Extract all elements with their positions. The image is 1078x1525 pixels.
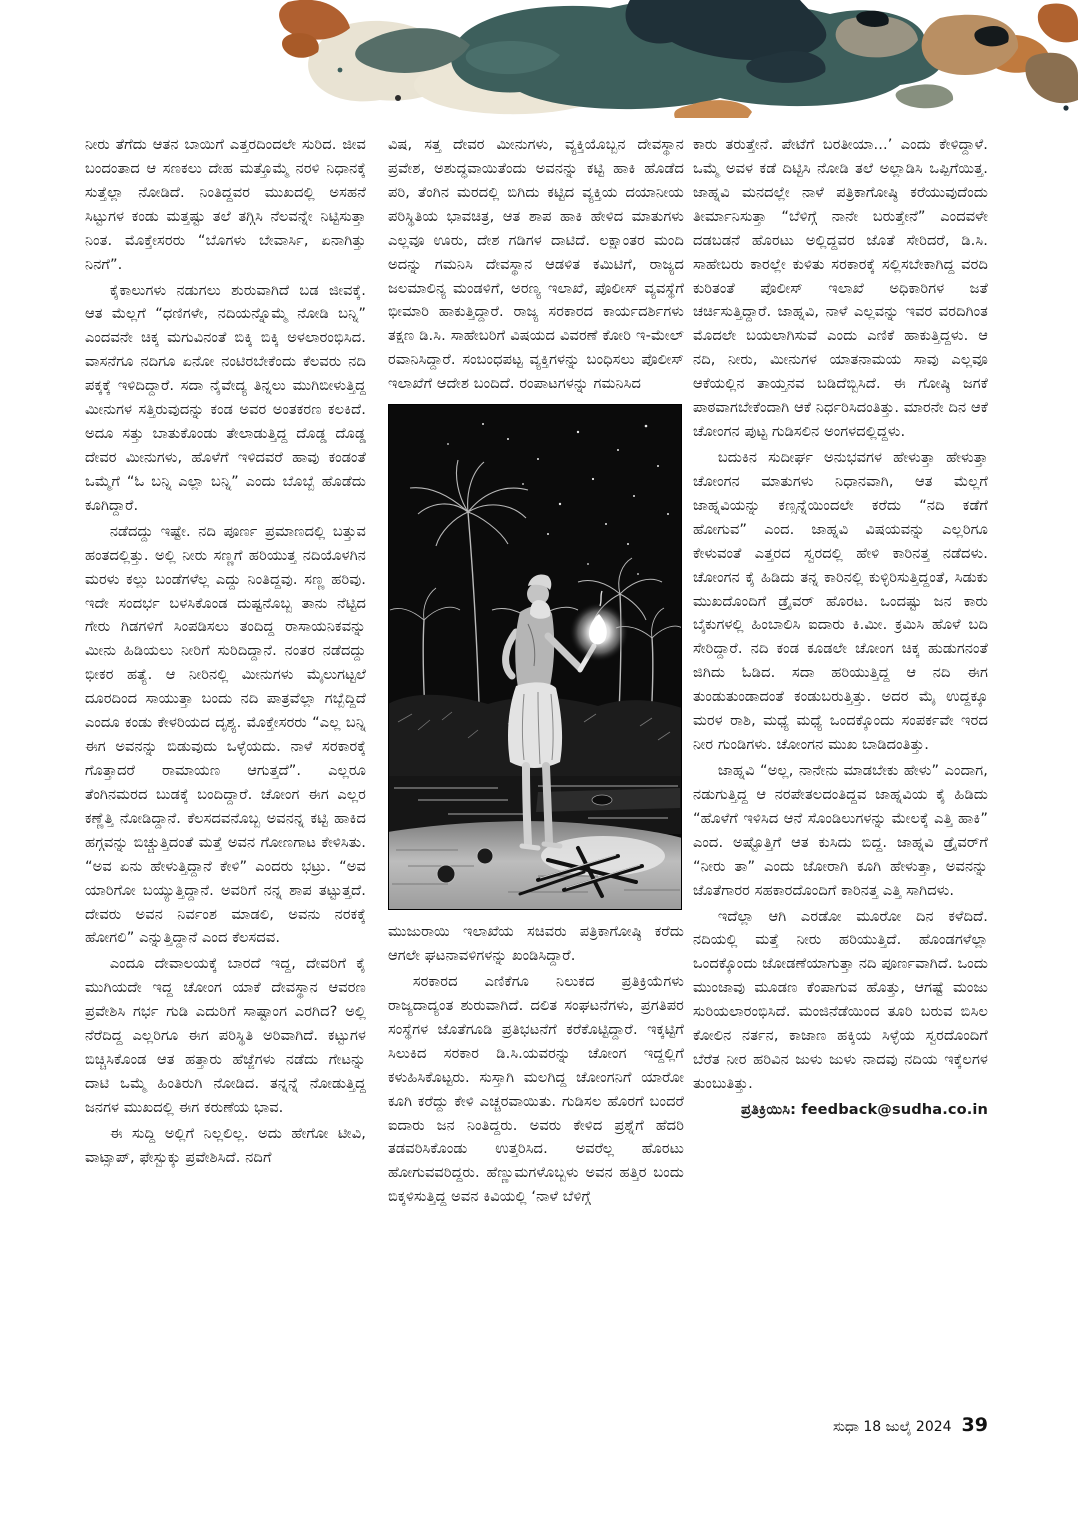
- river-night-illustration: [388, 404, 682, 910]
- paragraph: ನೀರು ತೆಗೆದು ಆತನ ಬಾಯಿಗೆ ಎತ್ತರದಿಂದಲೇ ಸುರಿದ. ಜೀವ ಬಂದಂತಾದ ಆ ಸಣಕಲು ದೇಹ ಮತ್ತೊಮ್ಮೆ ನರಳಿ ನಿಧಾನಕ್ಕೆ ಸುತ್ತೆಲ್ಲಾ ನೋಡಿದೆ. ನಿಂತಿದ್ದವರ ಮುಖದಲ್ಲಿ ಅಸಹನೆ ಸಿಟ್ಟುಗಳ ಕಂಡು ಮತ್ತಷ್ಟು ತಲೆ ತಗ್ಗಿಸಿ ನೆಲವನ್ನೇ ನಿಟ್ಟಿಸುತ್ತಾ ನಿಂತ. ಮೊಕ್ತೇಸರರು “ಬೊಗಳು ಬೇವಾರ್ಸಿ, ಏನಾಗಿತ್ತು ನಿನಗೆ”.: [85, 136, 366, 273]
- text-column-3: [693, 133, 988, 1403]
- page-footer: [833, 1414, 988, 1436]
- paragraph: ಜಾಹ್ನವಿ “ಅಲ್ಲ, ನಾನೇನು ಮಾಡಬೇಕು ಹೇಳು” ಎಂದಾಗ, ನಡುಗುತ್ತಿದ್ದ ಆ ನರಪೇತಲದಂತಿದ್ದವ ಜಾಹ್ನವಿಯ ಕೈ ಹಿಡಿದು “ಹೊಳೆಗೆ ಇಳಿಸಿದ ಆನೆ ಸೊಂಡಿಲುಗಳನ್ನು ಮೇಲಕ್ಕೆ ಎತ್ತಿ ಹಾಕಿ” ಎಂದ. ಅಷ್ಟೊತ್ತಿಗೆ ಆತ ಕುಸಿದು ಬಿದ್ದ. ಜಾಹ್ನವಿ ಡ್ರೈವರ್‌ಗೆ “ನೀರು ತಾ” ಎಂದು ಜೋರಾಗಿ ಕೂಗಿ ಹೇಳುತ್ತಾ, ಅವನನ್ನು ಜೊತೆಗಾರರ ಸಹಕಾರದೊಂದಿಗೆ ಕಾರಿನತ್ತ ಎತ್ತಿ ಸಾಗಿದಳು.: [693, 761, 988, 899]
- paragraph: ವಿಷ, ಸತ್ತ ದೇವರ ಮೀನುಗಳು, ವ್ಯಕ್ತಿಯೊಬ್ಬನ ದೇವಸ್ಥಾನ ಪ್ರವೇಶ, ಅಶುದ್ಧವಾಯಿತೆಂದು ಅವನನ್ನು ಕಟ್ಟಿ ಹಾಕಿ ಹೊಡೆದ ಪರಿ, ತೆಂಗಿನ ಮರದಲ್ಲಿ ಬಿಗಿದು ಕಟ್ಟಿದ ವ್ಯಕ್ತಿಯ ದಯಾನೀಯ ಪರಿಸ್ಥಿತಿಯ ಭಾವಚಿತ್ರ, ಆತ ಶಾಪ ಹಾಕಿ ಹೇಳಿದ ಮಾತುಗಳು ಎಲ್ಲವೂ ಊರು, ದೇಶ ಗಡಿಗಳ ದಾಟಿದೆ. ಲಕ್ಷಾಂತರ ಮಂದಿ ಅದನ್ನು ಗಮನಿಸಿ ದೇವಸ್ಥಾನ ಆಡಳಿತ ಕಮಿಟಿಗೆ, ರಾಜ್ಯದ ಜಲಮಾಲಿನ್ಯ ಮಂಡಳಿಗೆ, ಅರಣ್ಯ ಇಲಾಖೆ, ಪೊಲೀಸ್ ವ್ಯವಸ್ಥೆಗೆ ಭೀಮಾರಿ ಹಾಕುತ್ತಿದ್ದಾರೆ. ರಾಜ್ಯ ಸರಕಾರದ ಕಾರ್ಯದರ್ಶಿಗಳು ತಕ್ಷಣ ಡಿ.ಸಿ. ಸಾಹೇಬರಿಗೆ ವಿಷಯದ ವಿವರಣೆ ಕೋರಿ ಇ-ಮೇಲ್ ರವಾನಿಸಿದ್ದಾರೆ. ಸಂಬಂಧಪಟ್ಟ ವ್ಯಕ್ತಿಗಳನ್ನು ಬಂಧಿಸಲು ಪೊಲೀಸ್ ಇಲಾಖೆಗೆ ಆದೇಶ ಬಂದಿದೆ. ರಂಪಾಟಗಳನ್ನು ಗಮನಿಸಿದ: [388, 136, 684, 393]
- feedback-label: ಪ್ರತಿಕ್ರಿಯಿಸಿ:: [741, 1100, 797, 1118]
- paragraph: ಸರಕಾರದ ಎಣಿಕೆಗೂ ನಿಲುಕದ ಪ್ರತಿಕ್ರಿಯೆಗಳು ರಾಜ್ಯದಾದ್ಯಂತ ಶುರುವಾಗಿದೆ. ದಲಿತ ಸಂಘಟನೆಗಳು, ಪ್ರಗತಿಪರ ಸಂಸ್ಥೆಗಳ ಜೊತೆಗೂಡಿ ಪ್ರತಿಭಟನೆಗೆ ಕರೆಕೊಟ್ಟಿದ್ದಾರೆ. ಇಕ್ಕಟ್ಟಿಗೆ ಸಿಲುಕಿದ ಸರಕಾರ ಡಿ.ಸಿ.ಯವರನ್ನು ಚೋಂಗ ಇದ್ದಲ್ಲಿಗೆ ಕಳುಹಿಸಿಕೊಟ್ಟರು. ಸುಸ್ತಾಗಿ ಮಲಗಿದ್ದ ಚೋಂಗನಿಗೆ ಯಾರೋ ಕೂಗಿ ಕರೆದ್ದು ಕೇಳಿ ಎಚ್ಚರವಾಯಿತು. ಗುಡಿಸಲ ಹೊರಗೆ ಬಂದರೆ ಐದಾರು ಜನ ನಿಂತಿದ್ದರು. ಅವರು ಕೇಳಿದ ಪ್ರಶ್ನೆಗೆ ಹೆದರಿ ತಡವರಿಸಿಕೊಂಡು ಉತ್ತರಿಸಿದ. ಅವರೆಲ್ಲ ಹೊರಟು ಹೋಗುವವರಿದ್ದರು. ಹೆಣ್ಣುಮಗಳೊಬ್ಬಳು ಅವನ ಹತ್ತಿರ ಬಂದು ಬಿಕ್ಕಳಿಸುತ್ತಿದ್ದ ಅವನ ಕಿವಿಯಲ್ಲಿ ‘ನಾಳೆ ಬೆಳಿಗ್ಗೆ: [388, 972, 684, 1206]
- paragraph: ಕಾರು ತರುತ್ತೇನೆ. ಪೇಟೆಗೆ ಬರತೀಯಾ...’ ಎಂದು ಕೇಳಿದ್ದಾಳೆ. ಒಮ್ಮೆ ಅವಳ ಕಡೆ ದಿಟ್ಟಿಸಿ ನೋಡಿ ತಲೆ ಅಲ್ಲಾಡಿಸಿ ಒಪ್ಪಿಗೆಯಿತ್ತ. ಜಾಹ್ನವಿ ಮನದಲ್ಲೇ ನಾಳೆ ಪತ್ರಿಕಾಗೋಷ್ಠಿ ಕರೆಯುವುದೆಂದು ತೀರ್ಮಾನಿಸುತ್ತಾ “ಬೆಳಿಗ್ಗೆ ನಾನೇ ಬರುತ್ತೇನೆ” ಎಂದವಳೇ ದಡಬಡನೆ ಹೊರಟು ಅಲ್ಲಿದ್ದವರ ಜೊತೆ ಸೇರಿದರೆ, ಡಿ.ಸಿ. ಸಾಹೇಬರು ಕಾರಲ್ಲೇ ಕುಳಿತು ಸರಕಾರಕ್ಕೆ ಸಲ್ಲಿಸಬೇಕಾಗಿದ್ದ ವರದಿ ಕುರಿತಂತೆ ಪೊಲೀಸ್ ಇಲಾಖೆ ಅಧಿಕಾರಿಗಳ ಜತೆ ಚರ್ಚಿಸುತ್ತಿದ್ದಾರೆ. ಜಾಹ್ನವಿ, ನಾಳೆ ಎಲ್ಲವನ್ನು ಇವರ ವರದಿಗಿಂತ ಮೊದಲೇ ಬಯಲಾಗಿಸುವೆ ಎಂದು ಎಣಿಕೆ ಹಾಕುತ್ತಿದ್ದಳು. ಆ ನದಿ, ನೀರು, ಮೀನುಗಳ ಯಾತನಾಮಯ ಸಾವು ಎಲ್ಲವೂ ಆಕೆಯಲ್ಲಿನ ತಾಯ್ತನವ ಬಡಿದೆಬ್ಬಿಸಿದೆ. ಈ ಗೋಷ್ಠಿ ಜಗಕೆ ಪಾಠವಾಗಬೇಕೆಂದಾಗಿ ಆಕೆ ನಿರ್ಧರಿಸಿದಂತಿತ್ತು. ಮಾರನೇ ದಿನ ಆಕೆ ಚೋಂಗನ ಪುಟ್ಟ ಗುಡಿಸಲಿನ ಅಂಗಳದಲ್ಲಿದ್ದಳು.: [693, 136, 988, 441]
- text-column-2: [388, 133, 684, 1403]
- paragraph: ಕೈಕಾಲುಗಳು ನಡುಗಲು ಶುರುವಾಗಿದೆ ಬಡ ಜೀವಕ್ಕೆ. ಆತ ಮೆಲ್ಲಗೆ “ಧಣಿಗಳೇ, ನದಿಯನ್ನೊಮ್ಮೆ ನೋಡಿ ಬನ್ನಿ” ಎಂದವನೇ ಚಿಕ್ಕ ಮಗುವಿನಂತೆ ಬಿಕ್ಕಿ ಬಿಕ್ಕಿ ಅಳಲಾರಂಭಿಸಿದ. ವಾಸನೆಗೂ ನದಿಗೂ ಏನೋ ನಂಟಿರಬೇಕೆಂದು ಕೆಲವರು ನದಿ ಪಕ್ಕಕ್ಕೆ ಇಳಿದಿದ್ದಾರೆ. ಸದಾ ನೈವೇದ್ಯ ತಿನ್ನಲು ಮುಗಿಬೀಳುತ್ತಿದ್ದ ಮೀನುಗಳ ಸತ್ತಿರುವುದನ್ನು ಕಂಡ ಅವರ ಅಂತಕರಣ ಕಲಕಿದೆ. ಅದೂ ಸತ್ತು ಬಾತುಕೊಂಡು ತೇಲಾಡುತ್ತಿದ್ದ ದೊಡ್ಡ ದೊಡ್ಡ ದೇವರ ಮೀನುಗಳು, ಹೊಳೆಗೆ ಇಳಿದವರೆ ಹಾವು ಕಂಡಂತೆ ಒಮ್ಮೆಗೆ “ಓ ಬನ್ನಿ ಎಲ್ಲಾ ಬನ್ನಿ” ಎಂದು ಬೊಬ್ಬೆ ಹೊಡೆದು ಕೂಗಿದ್ದಾರೆ.: [85, 281, 366, 514]
- footer-issue-date: ಸುಧಾ 18 ಜುಲೈ 2024: [833, 1419, 952, 1435]
- paragraph: ಬದುಕಿನ ಸುದೀರ್ಘ ಅನುಭವಗಳ ಹೇಳುತ್ತಾ ಹೇಳುತ್ತಾ ಚೋಂಗನ ಮಾತುಗಳು ನಿಧಾನವಾಗಿ, ಆತ ಮೆಲ್ಲಗೆ ಜಾಹ್ನವಿಯನ್ನು ಕಣ್ಸನ್ನೆಯಿಂದಲೇ ಕರೆದು “ನದಿ ಕಡೆಗೆ ಹೋಗುವ” ಎಂದ. ಜಾಹ್ನವಿ ವಿಷಯವನ್ನು ಎಲ್ಲರಿಗೂ ಕೇಳುವಂತೆ ಎತ್ತರದ ಸ್ವರದಲ್ಲಿ ಹೇಳಿ ಕಾರಿನತ್ತ ನಡೆದಳು. ಚೋಂಗನ ಕೈ ಹಿಡಿದು ತನ್ನ ಕಾರಿನಲ್ಲಿ ಕುಳ್ಳಿರಿಸುತ್ತಿದ್ದಂತೆ, ಸಿಡುಕು ಮುಖದೊಂದಿಗೆ ಡ್ರೈವರ್ ಹೊರಟ. ಒಂದಷ್ಟು ಜನ ಕಾರು ಬೈಕುಗಳಲ್ಲಿ ಹಿಂಬಾಲಿಸಿ ಐದಾರು ಕಿ.ಮೀ. ಕ್ರಮಿಸಿ ಹೊಳೆ ಬದಿ ಸೇರಿದ್ದಾರೆ. ನದಿ ಕಂಡ ಕೂಡಲೇ ಚೋಂಗ ಚಿಕ್ಕ ಹುಡುಗನಂತೆ ಜಿಗಿದು ಓಡಿದ. ಸದಾ ಹರಿಯುತ್ತಿದ್ದ ಆ ನದಿ ಈಗ ತುಂಡುತುಂಡಾದಂತೆ ಕಂಡುಬರುತ್ತಿತ್ತು. ಅದರ ಮೈ ಉದ್ದಕ್ಕೂ ಮರಳ ರಾಶಿ, ಮಧ್ಯೆ ಮಧ್ಯೆ ಒಂದಕ್ಕೊಂದು ಸಂಪರ್ಕವೇ ಇರದ ನೀರ ಗುಂಡಿಗಳು. ಚೋಂಗನ ಮುಖ ಬಾಡಿದಂತಿತ್ತು.: [693, 448, 988, 754]
- paragraph: ನಡೆದದ್ದು ಇಷ್ಟೇ. ನದಿ ಪೂರ್ಣ ಪ್ರಮಾಣದಲ್ಲಿ ಬತ್ತುವ ಹಂತದಲ್ಲಿತ್ತು. ಅಲ್ಲಿ ನೀರು ಸಣ್ಣಗೆ ಹರಿಯುತ್ತ ನದಿಯೊಳಗಿನ ಮರಳು ಕಲ್ಲು ಬಂಡೆಗಳೆಲ್ಲ ಎದ್ದು ನಿಂತಿದ್ದವು. ಸಣ್ಣ ಹರಿವು. ಇದೇ ಸಂದರ್ಭ ಬಳಸಿಕೊಂಡ ದುಷ್ಟನೊಬ್ಬ ತಾನು ನೆಟ್ಟಿದ ಗೇರು ಗಿಡಗಳಿಗೆ ಸಿಂಪಡಿಸಲು ತಂದಿದ್ದ ರಾಸಾಯನಿಕವನ್ನು ಮೀನು ಹಿಡಿಯಲು ನೀರಿಗೆ ಸುರಿದಿದ್ದಾನೆ. ನಂತರ ನಡೆದದ್ದು ಭೀಕರ ಹತ್ಯೆ. ಆ ನೀರಿನಲ್ಲಿ ಮೀನುಗಳು ಮೈಲುಗಟ್ಟಲೆ ದೂರದಿಂದ ಸಾಯುತ್ತಾ ಬಂದು ನದಿ ಪಾತ್ರವೆಲ್ಲಾ ಗಬ್ಬೆದ್ದಿದೆ ಎಂದೂ ಕಂಡು ಕೇಳರಿಯದ ದೃಶ್ಯ. ಮೊಕ್ತೇಸರರು “ಎಲ್ಲ ಬನ್ನಿ ಈಗ ಅವನನ್ನು ಬಿಡುವುದು ಒಳ್ಳೆಯದು. ನಾಳೆ ಸರಕಾರಕ್ಕೆ ಗೊತ್ತಾದರೆ ರಾಮಾಯಣ ಆಗುತ್ತದೆ”. ಎಲ್ಲರೂ ತೆಂಗಿನಮರದ ಬುಡಕ್ಕೆ ಬಂದಿದ್ದಾರೆ. ಚೋಂಗ ಈಗ ಎಲ್ಲರ ಕಣ್ಣೆತ್ತಿ ನೋಡಿದ್ದಾನೆ. ಕೆಲಸದವನೊಬ್ಬ ಅವನನ್ನ ಕಟ್ಟಿ ಹಾಕಿದ ಹಗ್ಗವನ್ನು ಬಿಚ್ಚುತ್ತಿದಂತೆ ಮತ್ತೆ ಅವನ ಗೋಣಗಾಟ ಕೇಳಿಸಿತು. “ಅವ ಏನು ಹೇಳುತ್ತಿದ್ದಾನೆ ಕೇಳಿ” ಎಂದರು ಭಟ್ರು. “ಅವ ಯಾರಿಗೋ ಬಯ್ಯುತ್ತಿದ್ದಾನೆ. ಅವರಿಗೆ ನನ್ನ ಶಾಪ ತಟ್ಟುತ್ತದೆ. ದೇವರು ಅವನ ನಿರ್ವಂಶ ಮಾಡಲಿ, ಅವನು ನರಕಕ್ಕೆ ಹೋಗಲಿ” ಎನ್ನುತ್ತಿದ್ದಾನೆ ಎಂದ ಕೆಲಸದವ.: [85, 522, 366, 947]
- text-column-1: [85, 133, 366, 1403]
- footer-page-number: 39: [961, 1414, 988, 1436]
- paragraph: ಈ ಸುದ್ದಿ ಅಲ್ಲಿಗೆ ನಿಲ್ಲಲಿಲ್ಲ. ಅದು ಹೇಗೋ ಟೀವಿ, ವಾಟ್ಸಾಪ್, ಫೇಸ್ಬುಕ್ಕು ಪ್ರವೇಶಿಸಿದೆ. ನದಿಗೆ: [85, 1124, 366, 1166]
- illustration-svg: [388, 404, 682, 910]
- paragraph: ಮುಜುರಾಯಿ ಇಲಾಖೆಯ ಸಚಿವರು ಪತ್ರಿಕಾಗೋಷ್ಠಿ ಕರೆದು ಆಗಲೇ ಘಟನಾವಳಿಗಳನ್ನು ಖಂಡಿಸಿದ್ದಾರೆ.: [388, 923, 684, 965]
- feedback-line: [693, 1098, 988, 1122]
- header-art-svg: [0, 0, 1078, 118]
- paragraph: ಇದೆಲ್ಲಾ ಆಗಿ ಎರಡೋ ಮೂರೋ ದಿನ ಕಳೆದಿದೆ. ನದಿಯಲ್ಲಿ ಮತ್ತೆ ನೀರು ಹರಿಯುತ್ತಿದೆ. ಹೊಂಡಗಳೆಲ್ಲಾ ಒಂದಕ್ಕೊಂದು ಜೋಡಣೆಯಾಗುತ್ತಾ ನದಿ ಪೂರ್ಣವಾಗಿದೆ. ಒಂದು ಮುಂಜಾವು ಮೂಡಣ ಕೆಂಪಾಗುವ ಹೊತ್ತು, ಆಗಷ್ಟೆ ಮಂಜು ಸುರಿಯಲಾರಂಭಿಸಿದೆ. ಮಂಜಿನೆಡೆಯಿಂದ ತೂರಿ ಬರುವ ಬಿಸಿಲ ಕೋಲಿನ ನರ್ತನ, ಕಾಜಾಣ ಹಕ್ಕಿಯ ಸಿಳ್ಳೆಯ ಸ್ವರದೊಂದಿಗೆ ಬೆರೆತ ನೀರ ಹರಿವಿನ ಜುಳು ಜುಳು ನಾದವು ನದಿಯ ಇಕ್ಕೆಲಗಳ ತುಂಬುತಿತ್ತು.: [693, 907, 988, 1092]
- feedback-email: feedback@sudha.co.in: [801, 1100, 988, 1118]
- header-abstract-art: [0, 0, 1078, 118]
- paragraph: ಎಂದೂ ದೇವಾಲಯಕ್ಕೆ ಬಾರದೆ ಇದ್ದ, ದೇವರಿಗೆ ಕೈ ಮುಗಿಯದೇ ಇದ್ದ ಚೋಂಗ ಯಾಕೆ ದೇವಸ್ಥಾನ ಆವರಣ ಪ್ರವೇಶಿಸಿ ಗರ್ಭ ಗುಡಿ ಎದುರಿಗೆ ಸಾಷ್ಟಾಂಗ ಎರಗಿದ? ಅಲ್ಲಿ ನೆರೆದಿದ್ದ ಎಲ್ಲರಿಗೂ ಈಗ ಪರಿಸ್ಥಿತಿ ಅರಿವಾಗಿದೆ. ಕಟ್ಟುಗಳ ಬಿಚ್ಚಿಸಿಕೊಂಡ ಆತ ಹತ್ತಾರು ಹೆಜ್ಜೆಗಳು ನಡೆದು ಗೇಟನ್ನು ದಾಟಿ ಒಮ್ಮೆ ಹಿಂತಿರುಗಿ ನೋಡಿದ. ತನ್ನನ್ನೆ ನೋಡುತ್ತಿದ್ದ ಜನಗಳ ಮುಖದಲ್ಲಿ ಈಗ ಕರುಣೆಯ ಭಾವ.: [85, 955, 366, 1116]
